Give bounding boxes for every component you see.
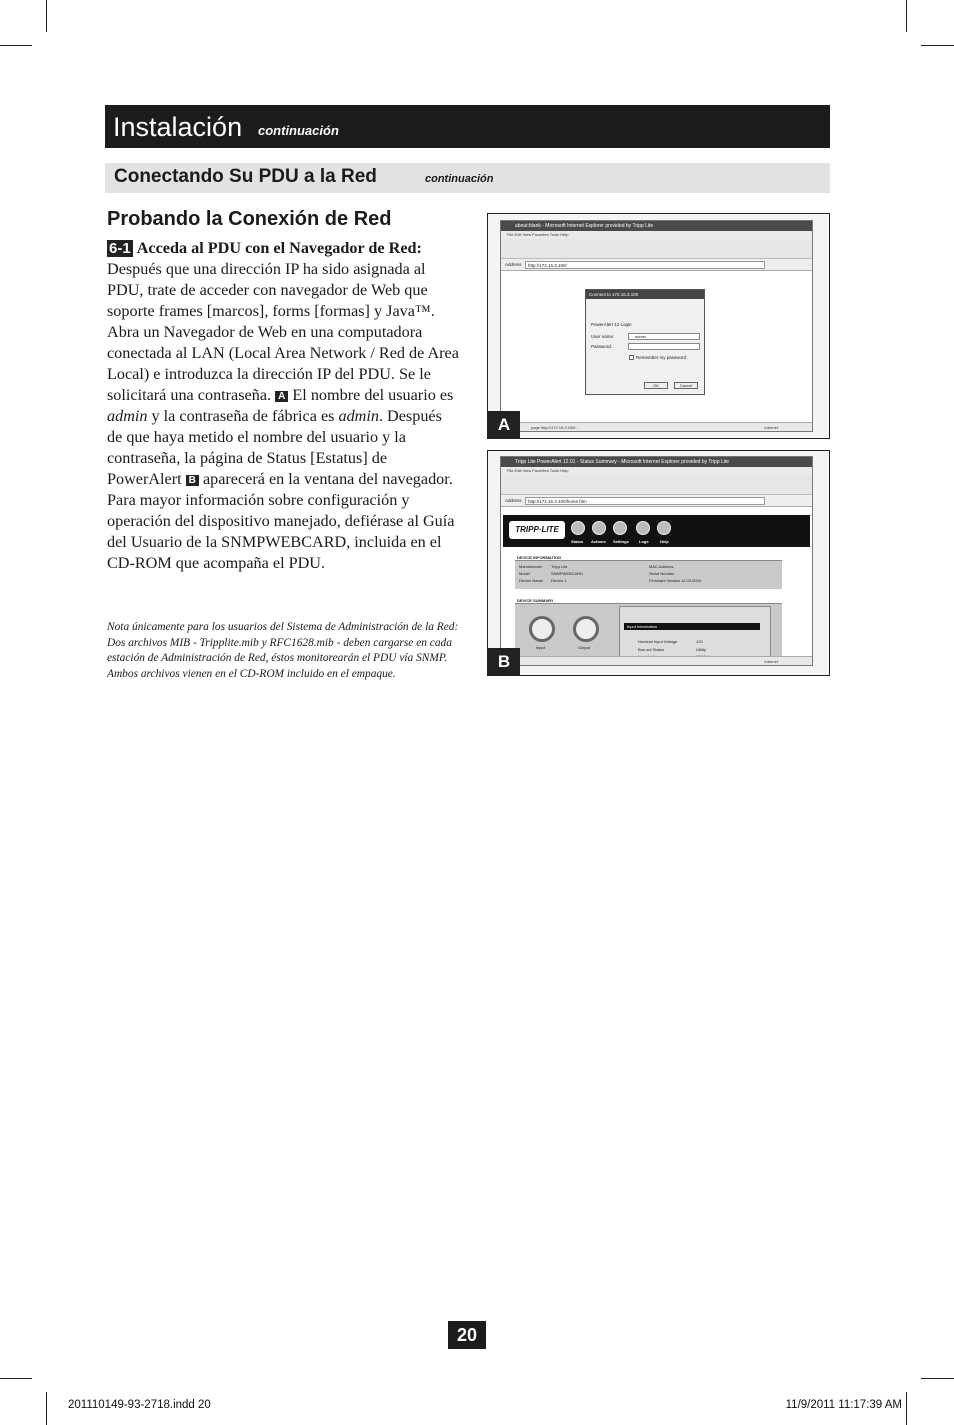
admin-note: Nota únicamente para los usuarios del Sistema de Administración de la Red: Dos archivos MIB - Tripplite.mib y RFC1628.mib - deben cargarse en cada estación de Administración de Red, éstos monitorearán el PDU vía SNMP. Ambos archivos vienen en el CD-ROM incluido en el empaque.: [107, 621, 459, 680]
section-title-suffix: continuación: [425, 173, 494, 185]
step-text-3: y la contraseña de fábrica es: [151, 407, 335, 425]
info-key: Model: [519, 571, 530, 576]
nav-help[interactable]: Help: [660, 539, 669, 544]
cancel-button[interactable]: Cancel: [674, 382, 698, 389]
status-bar: [501, 656, 812, 665]
section-title: Conectando Su PDU a la Red: [114, 166, 377, 187]
info-key: Serial Number: [649, 571, 675, 576]
nav-logs[interactable]: Logs: [639, 539, 649, 544]
page-title-suffix: continuación: [258, 123, 339, 138]
subsection-title: Probando la Conexión de Red: [107, 208, 392, 230]
page-number: 20: [448, 1321, 486, 1349]
address-bar: [501, 495, 812, 507]
ok-button[interactable]: OK: [644, 382, 668, 389]
menu-bar: File Edit View Favorites Tools Help: [501, 467, 812, 475]
remember-label: Remember my password: [636, 355, 687, 360]
page-header: [105, 105, 830, 148]
address-bar: [501, 259, 812, 271]
crop-mark: [46, 0, 47, 32]
status-bar: [501, 422, 812, 431]
address-input[interactable]: http://172.16.3.100/home.htm: [525, 497, 765, 505]
step-number: 6-1: [109, 240, 131, 257]
crop-mark: [0, 1378, 32, 1379]
toolbar: [501, 475, 812, 495]
info-value: Device 1: [551, 578, 567, 583]
footer-timestamp: 11/9/2011 11:17:39 AM: [785, 1399, 902, 1411]
figure-tag-a: A: [275, 391, 288, 402]
browser-window: [500, 456, 813, 666]
input-information-panel: [619, 606, 771, 660]
crop-mark: [0, 45, 32, 46]
crop-mark: [906, 0, 907, 32]
address-input[interactable]: http://172.16.3.100/: [525, 261, 765, 269]
device-summary: [515, 598, 782, 660]
info-key: Manufacturer: [519, 564, 543, 569]
step-text-4: . Después de que haya metido el nombre del usuario y la contraseña, la página de Status [Estatus] de PowerAlert: [107, 407, 442, 488]
output-label: Output: [578, 645, 591, 650]
default-password: admin: [338, 407, 379, 425]
info-row: [519, 578, 759, 583]
menu-bar: File Edit View Favorites Tools Help: [501, 231, 812, 239]
step-text-5: aparecerá en la ventana del navegador. Para mayor información sobre configuración y operación del dispositivo manejado, defiérase al Guía del Usuario de la SNMPWEBCARD, incluida en el CD-ROM que acompaña el PDU.: [107, 470, 455, 572]
step-text-2: El nombre del usuario es: [292, 386, 454, 404]
footer-file: 201110149-93-2718.indd 20: [68, 1399, 211, 1411]
actions-icon[interactable]: [592, 521, 606, 535]
info-value: 12.03.0024: [681, 578, 702, 583]
screenshot-a: [487, 213, 830, 439]
remember-checkbox[interactable]: [629, 355, 634, 360]
dialog-title: Connect to 172.16.3.100: [586, 290, 704, 299]
device-information: [515, 555, 782, 589]
window-title-bar: about:blank - Microsoft Internet Explorer provided by Tripp Lite: [501, 221, 812, 231]
user-label: User name:: [591, 334, 615, 339]
browser-window: [500, 220, 813, 432]
crop-mark: [906, 1392, 907, 1425]
password-field[interactable]: [628, 343, 700, 350]
info-value: Tripp Lite: [551, 564, 568, 569]
section-header: [105, 163, 830, 193]
step-body: [107, 238, 459, 574]
output-gauge-icon: [573, 616, 599, 642]
dialog-realm: PowerAlert 12 Login: [591, 322, 632, 327]
input-information-title: Input Information: [624, 623, 760, 630]
address-label: Address: [505, 262, 522, 267]
input-label: Input: [536, 645, 545, 650]
crop-mark: [921, 1378, 954, 1379]
info-row: [519, 571, 759, 576]
input-gauge-icon: [529, 616, 555, 642]
toolbar: [501, 239, 812, 259]
password-label: Password:: [591, 344, 613, 349]
page-title: Instalación: [113, 112, 243, 142]
status-right: Internet: [764, 659, 778, 664]
nav-settings[interactable]: Settings: [613, 539, 629, 544]
info-key: Firmware Version: [649, 578, 681, 583]
step-text-1: Después que una dirección IP ha sido asignada al PDU, trate de acceder con navegador de Web que soporte frames [marcos], forms [formas] y Java™. Abra un Navegador de Web en una computadora conectada al LAN (Local Area Network / Red de Area Local) e introduzca la dirección IP del PDU. Se le solicitará una contraseña.: [107, 260, 459, 404]
window-title-bar: Tripp Lite PowerAlert 12.01 - Status Summary - Microsoft Internet Explorer provided by Tripp Lite: [501, 457, 812, 467]
tripp-lite-logo: TRIPP·LITE: [509, 521, 565, 539]
input-row: Bus out Status Utility: [638, 647, 706, 652]
nav-status[interactable]: Status: [571, 539, 584, 544]
input-row: Nominal Input Voltage 120: [638, 639, 703, 644]
info-key: Device Name: [519, 578, 544, 583]
step-heading: Acceda al PDU con el Navegador de Red:: [136, 239, 422, 257]
crop-mark: [46, 1392, 47, 1425]
default-user: admin: [107, 407, 148, 425]
info-value: SNMPWEBCARD: [551, 571, 584, 576]
address-label: Address: [505, 498, 522, 503]
user-field[interactable]: admin: [628, 333, 700, 340]
status-right: Internet: [764, 425, 778, 430]
figure-label-a: A: [488, 411, 520, 438]
logs-icon[interactable]: [636, 521, 650, 535]
device-summary-title: DEVICE SUMMARY: [515, 598, 782, 604]
screenshot-b: [487, 450, 830, 676]
info-row: [519, 564, 759, 569]
nav-actions[interactable]: Actions: [591, 539, 606, 544]
crop-mark: [921, 45, 954, 46]
device-information-title: DEVICE INFORMATION: [515, 555, 782, 561]
poweralert-banner: [503, 515, 810, 547]
figure-tag-b: B: [186, 475, 199, 486]
login-dialog: [585, 289, 705, 395]
status-icon[interactable]: [571, 521, 585, 535]
figure-label-b: B: [488, 648, 520, 675]
settings-icon[interactable]: [613, 521, 627, 535]
status-left: page http://172.16.3.100/...: [531, 425, 579, 430]
info-key: MAC Address: [649, 564, 674, 569]
help-icon[interactable]: [657, 521, 671, 535]
